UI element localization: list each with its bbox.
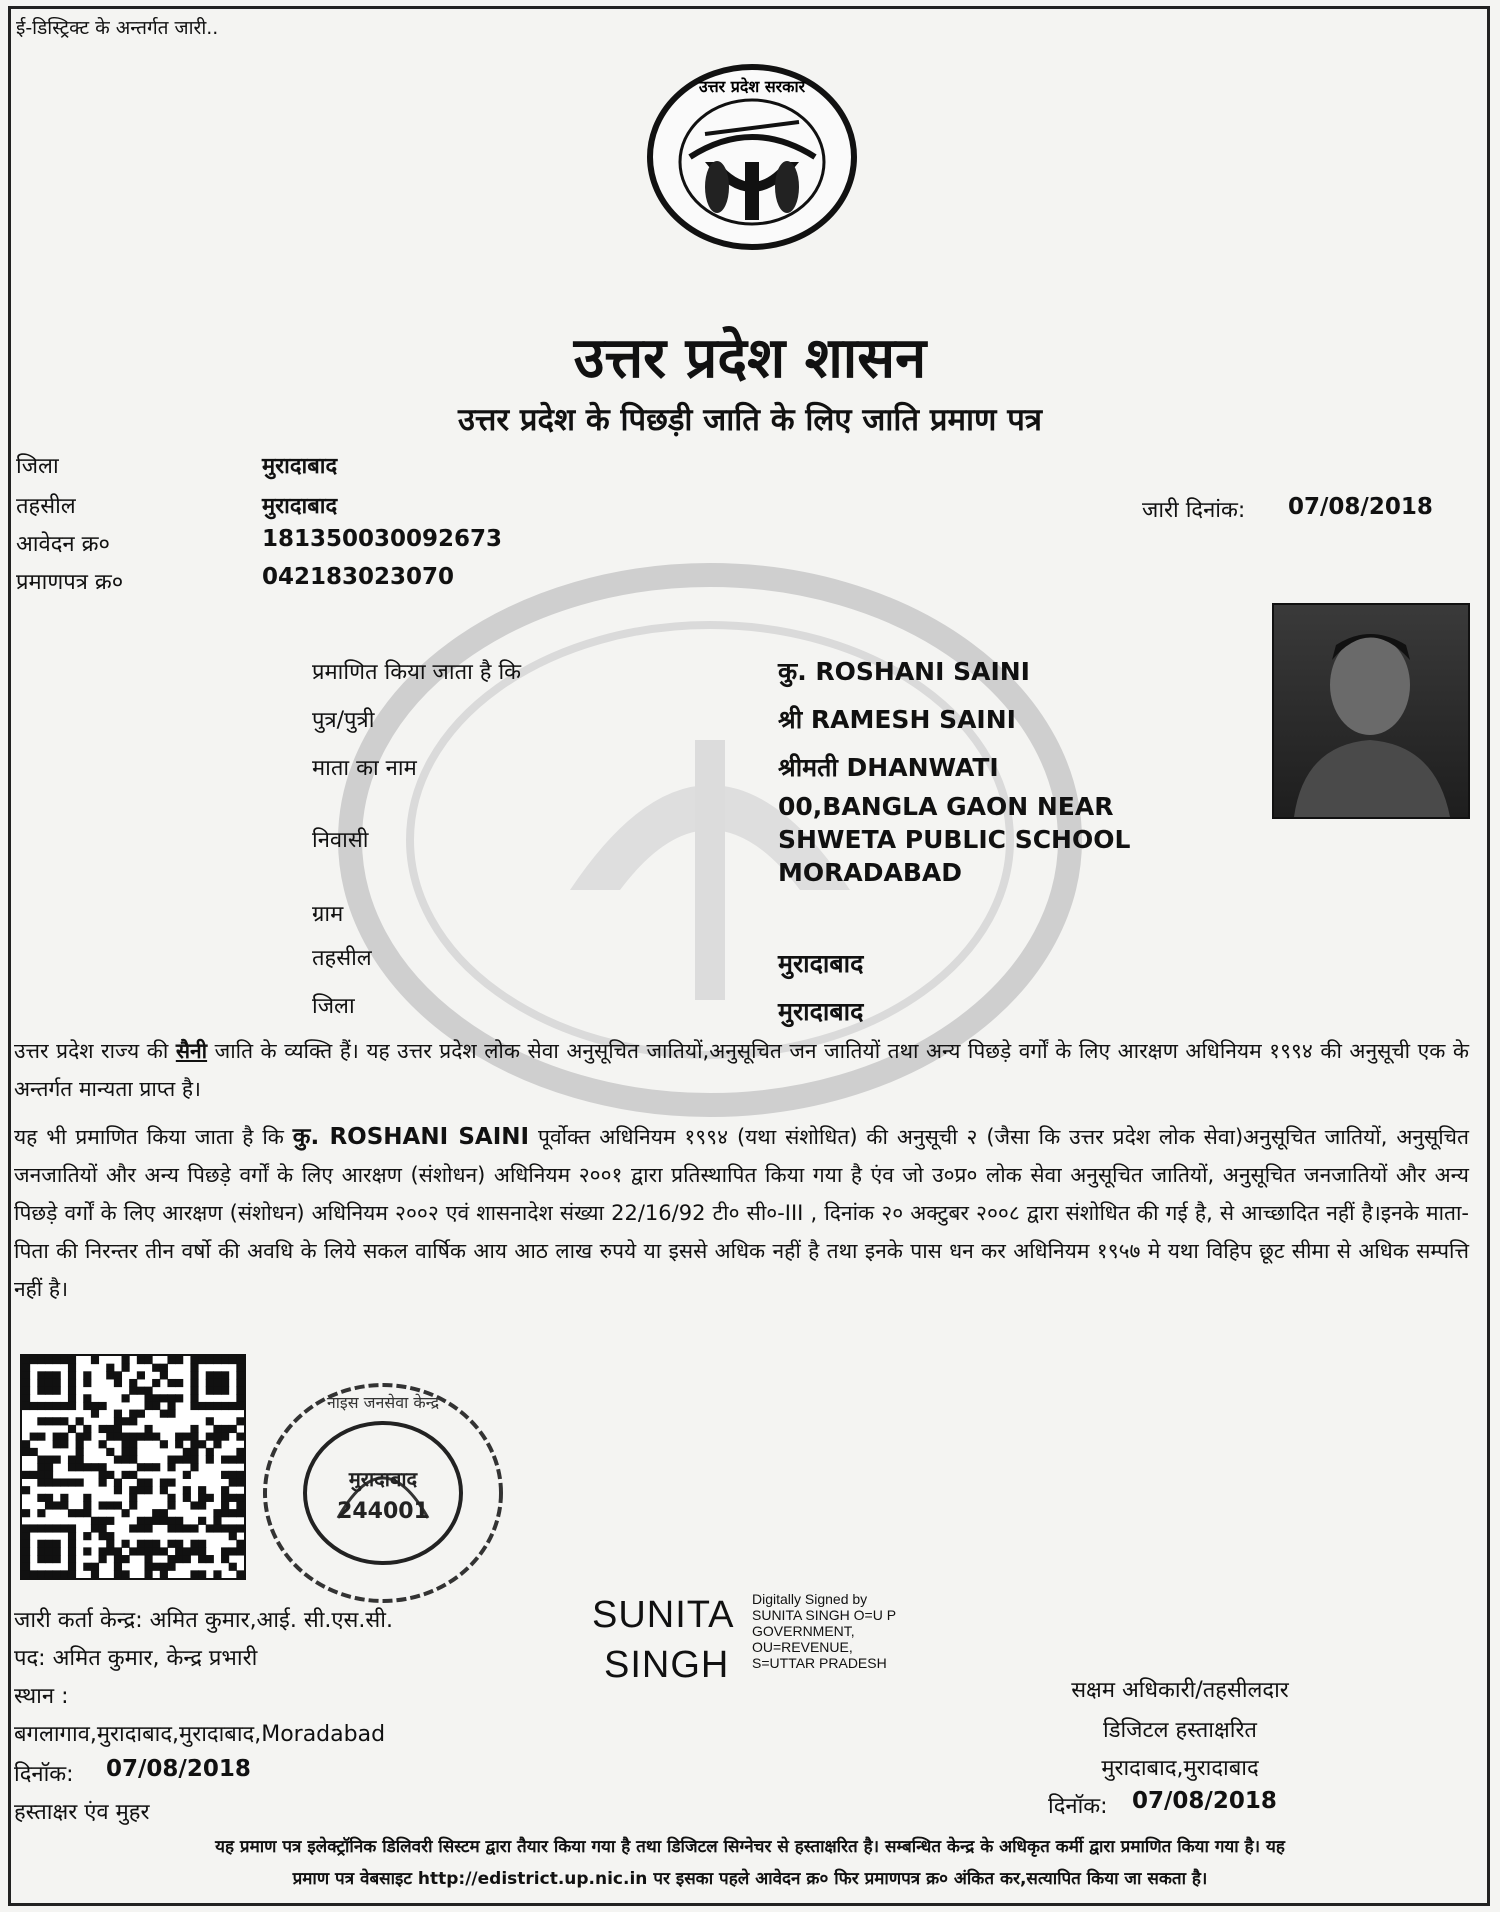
applicant-photo	[1272, 603, 1470, 819]
dsig-detail-2: SUNITA SINGH O=U P	[752, 1607, 897, 1623]
issue-date-value: 07/08/2018	[1288, 494, 1433, 520]
address-line-1: 00,BANGLA GAON NEAR	[778, 792, 1114, 821]
p1-pre: उत्तर प्रदेश राज्य की	[14, 1039, 176, 1063]
caste-paragraph	[14, 1032, 1469, 1108]
district-value: मुरादाबाद	[262, 454, 338, 479]
certification-paragraph	[14, 1118, 1469, 1308]
dsig-detail-1: Digitally Signed by	[752, 1591, 868, 1607]
dsig-name-line1: SUNITA	[592, 1594, 735, 1636]
seal-pin: 244001	[337, 1499, 429, 1524]
header-note: ई-डिस्ट्रिक्ट के अन्तर्गत जारी..	[16, 17, 219, 39]
qr-code	[20, 1354, 246, 1580]
applicant-name: कु. ROSHANI SAINI	[778, 657, 1030, 686]
authority-date-label: दिनॉक:	[1048, 1794, 1108, 1819]
footer-line-2: प्रमाण पत्र वेबसाइट http://edistrict.up.nic.in पर इसका पहले आवेदन क्र० फिर प्रमाणपत्र क्र० अंकित कर,सत्यापित किया जा सकता है।	[292, 1869, 1208, 1889]
up-govt-emblem	[645, 62, 860, 252]
tehsil-value: मुरादाबाद	[262, 494, 338, 519]
issuer-date-label: दिनॉक:	[14, 1762, 74, 1787]
village-label: ग्राम	[312, 902, 344, 927]
page-title: उत्तर प्रदेश शासन	[573, 326, 927, 391]
application-no-value: 181350030092673	[262, 526, 503, 552]
father-name: श्री RAMESH SAINI	[778, 705, 1016, 734]
issuer-date-value: 07/08/2018	[106, 1756, 251, 1782]
address-line-3: MORADABAD	[778, 858, 962, 887]
place-value: बगलागाव,मुरादाबाद,मुरादाबाद,Moradabad	[14, 1722, 386, 1747]
issuer-post: पद: अमित कुमार, केन्द्र प्रभारी	[14, 1646, 258, 1671]
place-label: स्थान :	[14, 1684, 69, 1709]
mother-label: माता का नाम	[312, 756, 417, 781]
caste-name: सैनी	[175, 1039, 208, 1063]
dsig-detail-5: S=UTTAR PRADESH	[752, 1655, 887, 1671]
certificate-no-value: 042183023070	[262, 564, 455, 590]
authority-digital-signed: डिजिटल हस्ताक्षरित	[1103, 1718, 1257, 1743]
address-line-2: SHWETA PUBLIC SCHOOL	[778, 825, 1131, 854]
footer-line-1: यह प्रमाण पत्र इलेक्ट्रॉनिक डिलिवरी सिस्टम द्वारा तैयार किया गया है तथा डिजिटल सिग्नेचर से हस्ताक्षरित है। सम्बन्धित केन्द्र के अधिकृत कर्मी द्वारा प्रमाणित किया गया है। यह	[215, 1837, 1285, 1857]
seal-ring-text: नाइस जनसेवा केन्द्र	[326, 1393, 440, 1412]
detail-tehsil-value: मुरादाबाद	[778, 949, 864, 978]
seal-inner-text: मुरादाबाद	[348, 1467, 418, 1491]
resident-label: निवासी	[312, 828, 369, 853]
issuing-center: जारी कर्ता केन्द्र: अमित कुमार,आई. सी.एस.सी.	[14, 1608, 393, 1633]
dsig-detail-4: OU=REVENUE,	[752, 1639, 853, 1655]
detail-district-value: मुरादाबाद	[778, 997, 864, 1026]
child-of-label: पुत्र/पुत्री	[312, 708, 375, 733]
application-no-label: आवेदन क्र०	[16, 532, 110, 557]
dsig-name-line2: SINGH	[604, 1644, 730, 1686]
p1-post: जाति के व्यक्ति हैं। यह उत्तर प्रदेश लोक सेवा अनुसूचित जातियों,अनुसूचित जन जातियों तथा अन्य पिछड़े वर्गों के लिए आरक्षण अधिनियम १९९४ की अनुसूची एक के अन्तर्गत मान्यता प्राप्त है।	[14, 1039, 1469, 1101]
emblem-text: उत्तर प्रदेश सरकार	[698, 77, 806, 96]
detail-tehsil-label: तहसील	[312, 946, 372, 971]
authority-date-value: 07/08/2018	[1132, 1788, 1277, 1814]
center-seal	[258, 1378, 508, 1608]
dsig-detail-3: GOVERNMENT,	[752, 1623, 855, 1639]
issue-date-label: जारी दिनांक:	[1142, 498, 1246, 523]
p2-pre: यह भी प्रमाणित किया जाता है कि	[14, 1125, 293, 1149]
detail-district-label: जिला	[312, 994, 355, 1019]
certificate-no-label: प्रमाणपत्र क्र०	[16, 570, 124, 595]
p2-post: पूर्वोक्त अधिनियम १९९४ (यथा संशोधित) की अनुसूची २ (जैसा कि उत्तर प्रदेश लोक सेवा)अनुसूचित जातियों, अनुसूचित जनजातियों और अन्य पिछड़े वर्गों के लिए आरक्षण (संशोधन) अधिनियम २००१ द्वारा प्रतिस्थापित किया गया है एंव जो उ०प्र० लोक सेवा अनुसूचित जातियों, अनुसूचित जनजातियों और अन्य पिछड़े वर्गों के लिए आरक्षण (संशोधन) अधिनियम २००२ एवं शासनादेश संख्या 22/16/92 टी० सी०-III , दिनांक २० अक्टुबर २००८ द्वारा संशोधित की गई है, से आच्छादित नहीं है।इनके माता-पिता की निरन्तर तीन वर्षो की अवधि के लिये सकल वार्षिक आय आठ लाख रुपये या इससे अधिक नहीं है तथा इनके पास धन कर अधिनियम १९५७ मे यथा विहिप छूट सीमा से अधिक सम्पत्ति नहीं है।	[14, 1125, 1469, 1301]
district-label: जिला	[16, 454, 59, 479]
page-subtitle: उत्तर प्रदेश के पिछड़ी जाति के लिए जाति प्रमाण पत्र	[458, 402, 1042, 438]
p2-applicant-name: कु. ROSHANI SAINI	[292, 1124, 530, 1150]
authority-designation: सक्षम अधिकारी/तहसीलदार	[1071, 1678, 1289, 1703]
certified-label: प्रमाणित किया जाता है कि	[312, 660, 522, 685]
authority-location: मुरादाबाद,मुरादाबाद	[1101, 1756, 1259, 1781]
sign-and-seal-label: हस्ताक्षर एंव मुहर	[14, 1800, 150, 1825]
tehsil-label: तहसील	[16, 494, 76, 519]
mother-name: श्रीमती DHANWATI	[778, 753, 999, 782]
